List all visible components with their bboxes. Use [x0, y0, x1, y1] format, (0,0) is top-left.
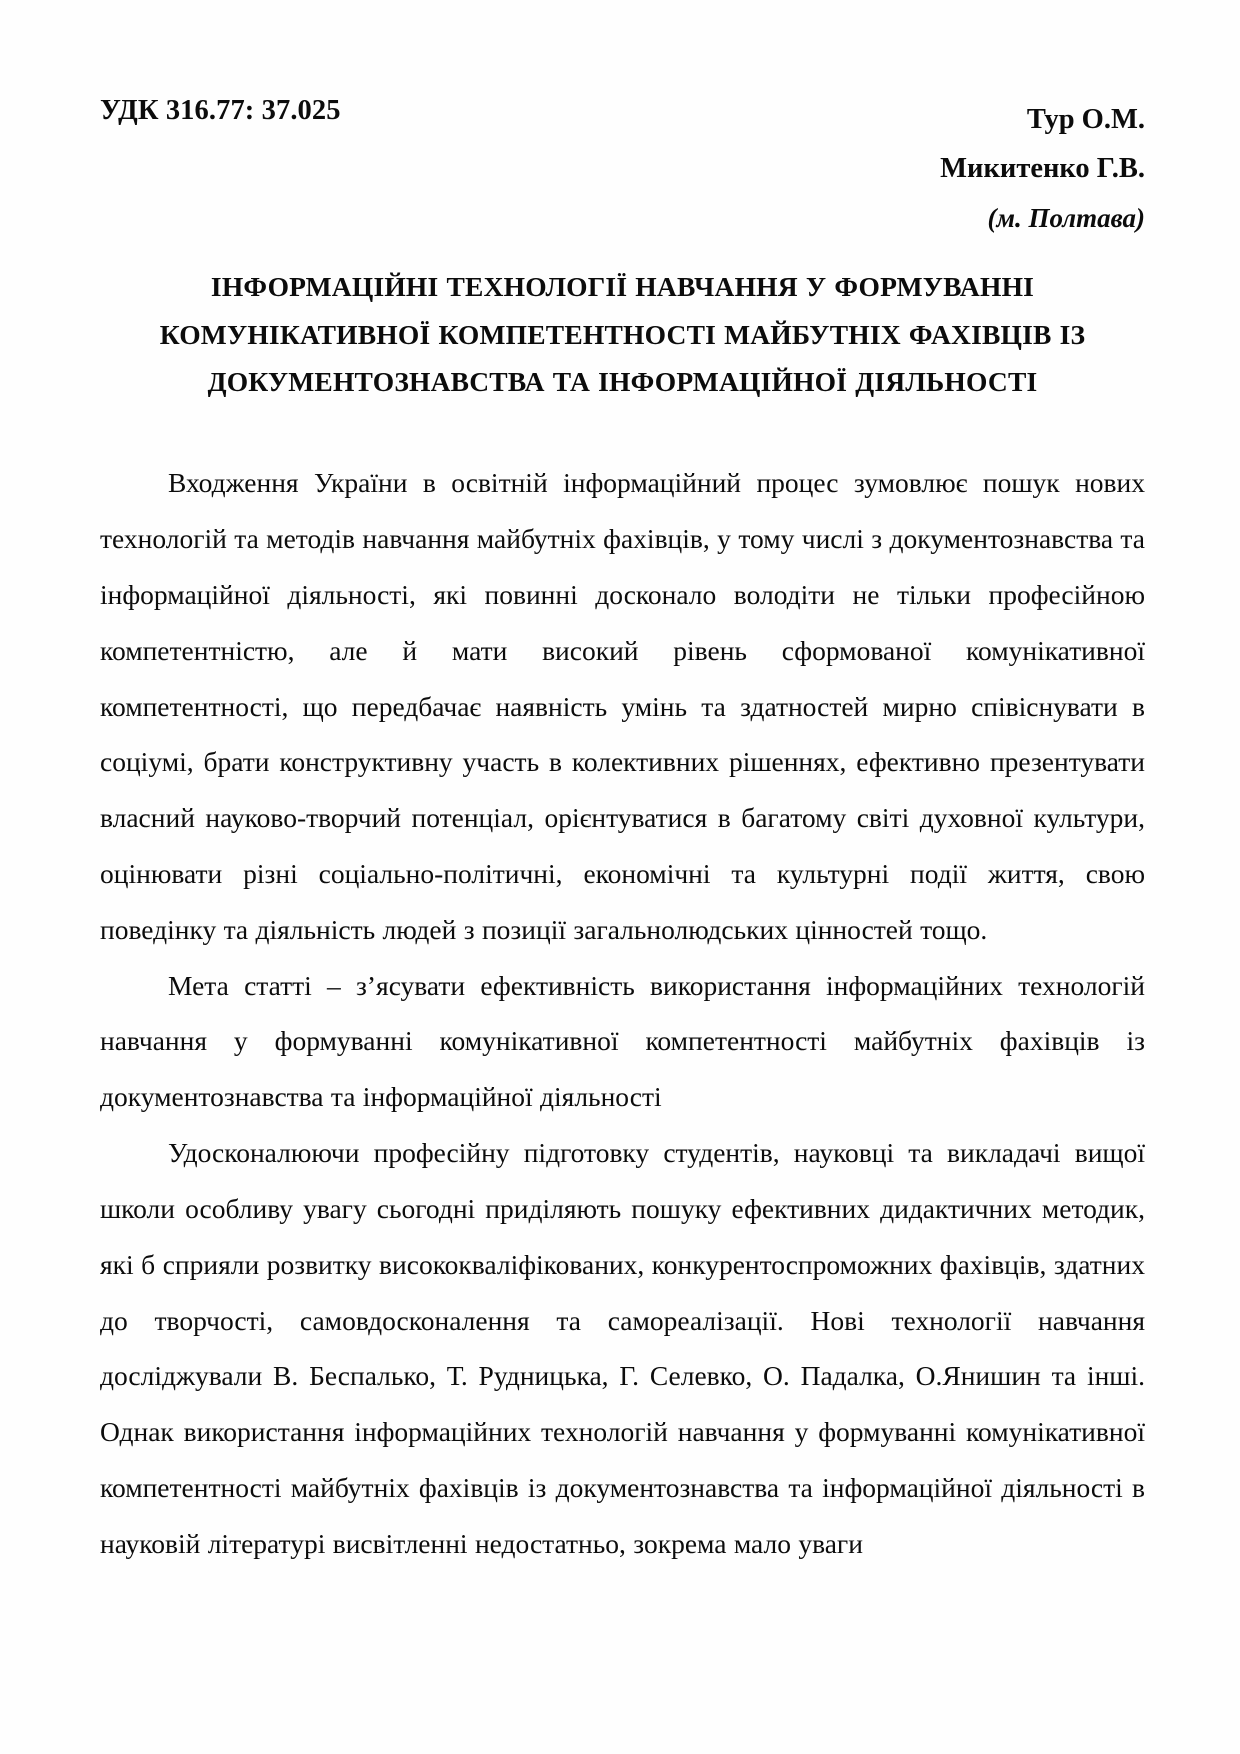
title-line-2: КОМУНІКАТИВНОЇ КОМПЕТЕНТНОСТІ МАЙБУТНІХ ФАХІВЦІВ ІЗ — [159, 318, 1086, 350]
title-line-1: ІНФОРМАЦІЙНІ ТЕХНОЛОГІЇ НАВЧАННЯ У ФОРМУВАННІ — [210, 271, 1035, 303]
page-content — [100, 95, 1145, 1572]
paragraph-1: Входження України в освітній інформаційний процес зумовлює пошук нових технологій та методів навчання майбутніх фахівців, у тому числі з документознавства та інформаційної діяльності, які повинні досконало володіти не тільки професійною компетентністю, але й мати високий рівень сформованої комунікативної компетентності, що передбачає наявність умінь та здатностей мирно співіснувати в соціумі, брати конструктивну участь в колективних рішеннях, ефективно презентувати власний науково-творчий потенціал, орієнтуватися в багатому світі духовної культури, оцінювати різні соціально-політичні, економічні та культурні події життя, свою поведінку та діяльність людей з позиції загальнолюдських цінностей тощо. — [100, 467, 1145, 945]
author-block — [940, 95, 1145, 241]
paragraph-2: Мета статті – з’ясувати ефективність використання інформаційних технологій навчання у формуванні комунікативної компетентності майбутніх фахівців із документознавства та інформаційної діяльності — [100, 969, 1145, 1113]
body-text — [100, 455, 1145, 1571]
paragraph-3: Удосконалюючи професійну підготовку студентів, науковці та викладачі вищої школи особливу увагу сьогодні приділяють пошуку ефективних дидактичних методик, які б сприяли розвитку висококваліфікованих, конкурентоспроможних фахівців, здатних до творчості, самовдосконалення та самореалізації. Нові технології навчання досліджували В. Беспалько, Т. Рудницька, Г. Селевко, О. Падалка, О.Янишин та інші. Однак використання інформаційних технологій навчання у формуванні комунікативної компетентності майбутніх фахівців із документознавства та інформаційної діяльності в науковій літературі висвітленні недостатньо, зокрема мало уваги — [100, 1137, 1145, 1559]
author-name-2: Микитенко Г.В. — [940, 153, 1145, 185]
udk-code: УДК 316.77: 37.025 — [100, 95, 341, 126]
author-city: (м. Полтава) — [987, 203, 1145, 234]
page-title — [100, 263, 1145, 405]
title-line-3: ДОКУМЕНТОЗНАВСТВА ТА ІНФОРМАЦІЙНОЇ ДІЯЛЬНОСТІ — [207, 366, 1038, 398]
author-name-1: Тур О.М. — [1026, 104, 1145, 135]
page-header — [100, 95, 1145, 241]
